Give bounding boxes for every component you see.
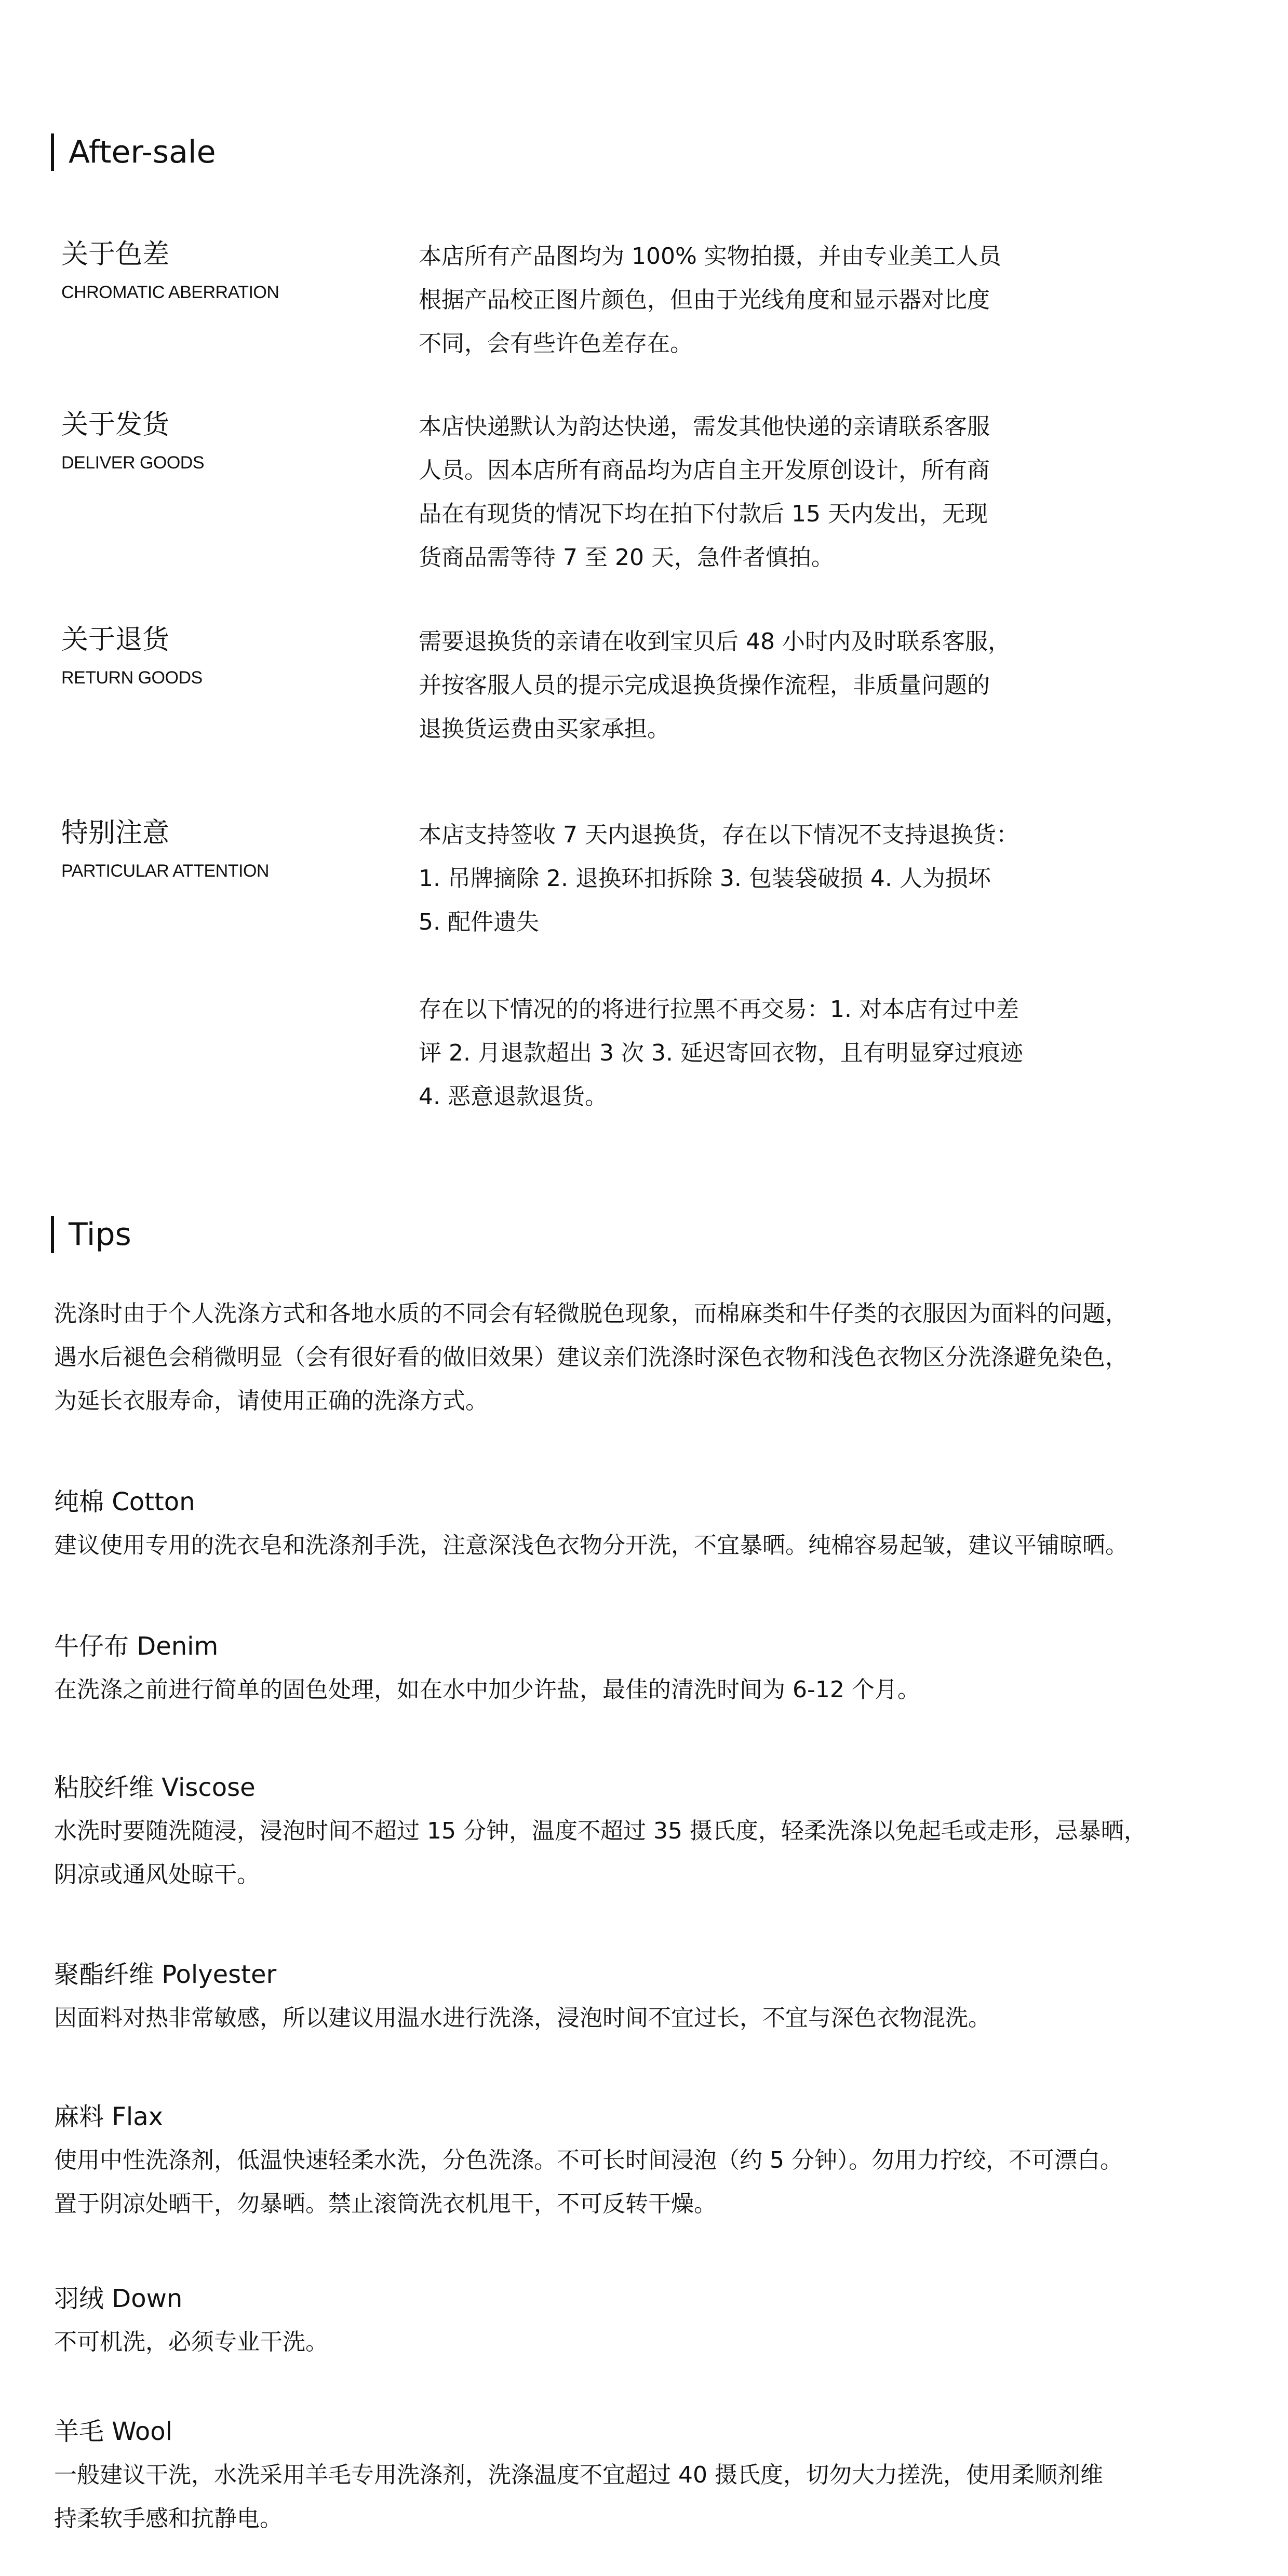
row-label: [61, 235, 404, 305]
text-line: 本店快递默认为韵达快递，需发其他快递的亲请联系客服: [419, 413, 990, 440]
care-item-title: 麻料 Flax: [54, 2102, 164, 2131]
care-item-title: 粘胶纤维 Viscose: [54, 1773, 256, 1802]
text-line: 洗涤时由于个人洗涤方式和各地水质的不同会有轻微脱色现象，而棉麻类和牛仔类的衣服因为面料的问题，: [54, 1300, 1128, 1327]
row-paragraph: [419, 620, 1161, 751]
row-label-cn: 关于发货: [61, 409, 170, 440]
row-label: [61, 405, 404, 476]
text-line: 为延长衣服寿命，请使用正确的洗涤方式。: [54, 1388, 488, 1414]
text-line: 货商品需等待 7 至 20 天，急件者慎拍。: [419, 544, 834, 571]
text-line: 1. 吊牌摘除 2. 退换环扣拆除 3. 包装袋破损 4. 人为损坏: [419, 865, 991, 892]
row-text: [419, 813, 1161, 1119]
text-line: 在洗涤之前进行简单的固色处理，如在水中加少许盐，最佳的清洗时间为 6-12 个月。: [54, 1676, 920, 1703]
text-line: 本店支持签收 7 天内退换货，存在以下情况不支持退换货：: [419, 822, 1019, 848]
text-line: 根据产品校正图片颜色，但由于光线角度和显示器对比度: [419, 287, 990, 313]
heading-bar: [51, 133, 54, 171]
care-item-title: 纯棉 Cotton: [54, 1487, 195, 1517]
row-label-en: RETURN GOODS: [61, 668, 203, 688]
care-item-denim: [54, 1625, 1249, 1712]
text-line: 使用中性洗涤剂，低温快速轻柔水洗，分色洗涤。不可长时间浸泡（约 5 分钟）。勿用力拧绞，不可漂白。: [54, 2147, 1123, 2174]
text-line: 阴凉或通风处晾干。: [54, 1861, 260, 1888]
row-label-en: CHROMATIC ABERRATION: [61, 283, 279, 302]
text-line: 存在以下情况的的将进行拉黑不再交易：1. 对本店有过中差: [419, 996, 1019, 1023]
row-label-en: PARTICULAR ATTENTION: [61, 861, 269, 881]
care-item-title: 羽绒 Down: [54, 2284, 183, 2313]
after-sale-title: After-sale: [69, 134, 216, 170]
text-line: 建议使用专用的洗衣皂和洗涤剂手洗，注意深浅色衣物分开洗，不宜暴晒。纯棉容易起皱，建议平铺晾晒。: [54, 1532, 1128, 1559]
text-line: 水洗时要随洗随浸，浸泡时间不超过 15 分钟，温度不超过 35 摄氏度，轻柔洗涤以免起毛或走形，忌暴晒，: [54, 1818, 1147, 1844]
text-line: 评 2. 月退款超出 3 次 3. 延迟寄回衣物，且有明显穿过痕迹: [419, 1040, 1023, 1066]
text-line: 4. 恶意退款退货。: [419, 1083, 608, 1110]
row-label-cn: 特别注意: [61, 817, 170, 849]
row-text: [419, 405, 1161, 580]
row-label-cn: 关于退货: [61, 624, 170, 655]
paragraph-gap: [419, 944, 1161, 988]
care-item-viscose: [54, 1766, 1249, 1897]
row-text: [419, 620, 1161, 751]
row-label: [61, 620, 404, 691]
row-paragraph: [419, 813, 1161, 944]
text-line: 不可机洗，必须专业干洗。: [54, 2329, 328, 2355]
row-label-en: DELIVER GOODS: [61, 453, 205, 473]
row-paragraph: [419, 235, 1161, 366]
after-sale-heading: [51, 129, 216, 176]
tips-intro: [54, 1292, 1249, 1423]
text-line: 品在有现货的情况下均在拍下付款后 15 天内发出，无现: [419, 501, 988, 527]
text-line: 持柔软手感和抗静电。: [54, 2505, 283, 2532]
text-line: 人员。因本店所有商品均为店自主开发原创设计，所有商: [419, 457, 990, 484]
row-label: [61, 813, 404, 884]
text-line: 退换货运费由买家承担。: [419, 716, 670, 742]
text-line: 一般建议干洗，水洗采用羊毛专用洗涤剂，洗涤温度不宜超过 40 摄氏度，切勿大力搓洗，使用柔顺剂维: [54, 2462, 1103, 2488]
text-line: 遇水后褪色会稍微明显（会有很好看的做旧效果）建议亲们洗涤时深色衣物和浅色衣物区分洗涤避免染色，: [54, 1344, 1128, 1371]
tips-title: Tips: [69, 1216, 131, 1253]
row-label-cn: 关于色差: [61, 239, 170, 270]
care-item-polyester: [54, 1953, 1249, 2040]
care-item-title: 羊毛 Wool: [54, 2417, 172, 2446]
text-line: 5. 配件遗失: [419, 909, 539, 935]
care-item-flax: [54, 2095, 1249, 2226]
text-line: 因面料对热非常敏感，所以建议用温水进行洗涤，浸泡时间不宜过长，不宜与深色衣物混洗。: [54, 2005, 991, 2031]
care-item-wool: [54, 2410, 1249, 2541]
row-text: [419, 235, 1161, 366]
care-item-title: 牛仔布 Denim: [54, 1632, 219, 1661]
row-paragraph: [419, 988, 1161, 1119]
tips-heading: [51, 1211, 131, 1258]
care-item-cotton: [54, 1480, 1249, 1567]
row-paragraph: [419, 405, 1161, 580]
heading-bar: [51, 1216, 54, 1253]
care-item-down: [54, 2277, 1249, 2364]
text-line: 并按客服人员的提示完成退换货操作流程，非质量问题的: [419, 672, 990, 699]
text-line: 不同，会有些许色差存在。: [419, 330, 693, 357]
text-line: 需要退换货的亲请在收到宝贝后 48 小时内及时联系客服，: [419, 628, 1011, 655]
text-line: 置于阴凉处晒干，勿暴晒。禁止滚筒洗衣机甩干，不可反转干燥。: [54, 2191, 717, 2217]
care-item-title: 聚酯纤维 Polyester: [54, 1960, 277, 1989]
text-line: 本店所有产品图均为 100% 实物拍摄，并由专业美工人员: [419, 243, 1001, 270]
